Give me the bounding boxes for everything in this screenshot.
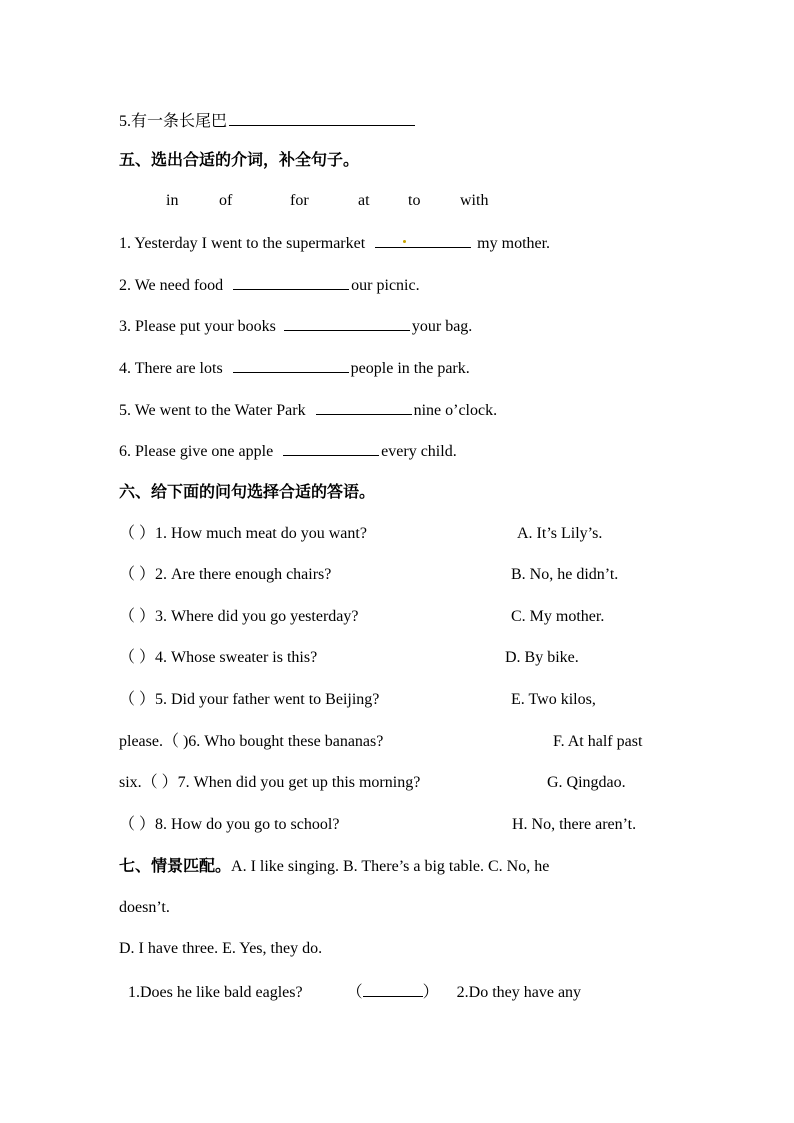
section7-options-cont: doesn’t. [119,899,170,916]
answer-option: A. It’s Lily’s. [517,525,603,542]
answer-blank[interactable] [283,440,379,456]
paren-open: （ [346,984,363,1001]
answer-option: E. Two kilos, [511,691,596,708]
section7-options: A. I like singing. B. There’s a big table. C. No, he [231,858,550,875]
answer-blank[interactable] [363,981,423,997]
matching-row [119,815,679,835]
answer-option: G. Qingdao. [547,774,626,791]
sentence-end: every child. [381,443,457,460]
answer-blank[interactable] [233,357,349,373]
fill-sentence [119,440,457,462]
word-bank-item: with [460,192,489,209]
answer-option: C. My mother. [511,608,605,625]
matching-row [119,524,679,544]
answer-option: B. No, he didn’t. [511,566,619,583]
question-text: （ ）8. How do you go to school? [119,816,340,833]
answer-blank[interactable] [375,232,471,248]
word-bank-item: for [290,192,309,209]
word-bank-item: to [408,192,421,209]
answer-option: D. By bike. [505,649,579,666]
fill-sentence [119,399,497,421]
matching-row [119,607,679,627]
answer-blank[interactable] [284,315,410,331]
matching-row [119,690,679,710]
sentence-end: my mother. [477,235,551,252]
sentence-start: 3. Please put your books [119,318,276,335]
section5-title: 五、选出合适的介词，补全句子。 [119,150,360,169]
fill-sentence [119,357,470,379]
sentence-start: 4. There are lots [119,360,223,377]
sentence-start: 2. We need food [119,277,224,294]
question-text: （ ）5. Did your father went to Beijing? [119,691,380,708]
section6-title: 六、给下面的问句选择合适的答语。 [119,482,376,501]
answer-blank[interactable] [229,110,415,126]
answer-option: H. No, there aren’t. [512,816,637,833]
matching-row [119,565,679,585]
fill-sentence [119,232,550,254]
question-text: （ ）2. Are there enough chairs? [119,566,332,583]
section7-title: 七、情景匹配。 [119,856,232,875]
question-text: （ ）4. Whose sweater is this? [119,649,318,666]
word-bank-item: of [219,192,233,209]
fill-sentence [119,274,420,296]
matching-row [119,732,679,752]
section7-options-line: D. I have three. E. Yes, they do. [119,940,323,957]
fill-sentence [119,315,472,337]
sentence-end: nine o’clock. [413,402,498,419]
scene-question-row [128,981,581,1003]
answer-option: F. At half past [553,733,643,750]
answer-blank[interactable] [316,399,412,415]
matching-row [119,773,679,793]
question-text: please.（ )6. Who bought these bananas? [119,733,384,750]
scene-question-2: 2.Do they have any [456,984,582,1001]
word-bank-item: in [166,192,179,209]
question-text: （ ）1. How much meat do you want? [119,525,367,542]
sentence-start: 5. We went to the Water Park [119,402,306,419]
question-text: six.（ ）7. When did you get up this morning? [119,774,421,791]
scene-question-1: 1.Does he like bald eagles? [128,984,303,1001]
answer-blank[interactable] [233,274,349,290]
word-bank-item: at [358,192,370,209]
matching-row [119,648,679,668]
sentence-start: 1. Yesterday I went to the supermarket [119,235,366,252]
sentence-end: your bag. [411,318,473,335]
question-text: （ ）3. Where did you go yesterday? [119,608,359,625]
top-item-label: 5.有一条长尾巴 [119,113,228,130]
sentence-end: people in the park. [350,360,470,377]
sentence-start: 6. Please give one apple [119,443,274,460]
section7-header [119,856,549,877]
sentence-end: our picnic. [351,277,420,294]
paren-close: ） [422,984,439,1001]
top-item [119,110,417,132]
